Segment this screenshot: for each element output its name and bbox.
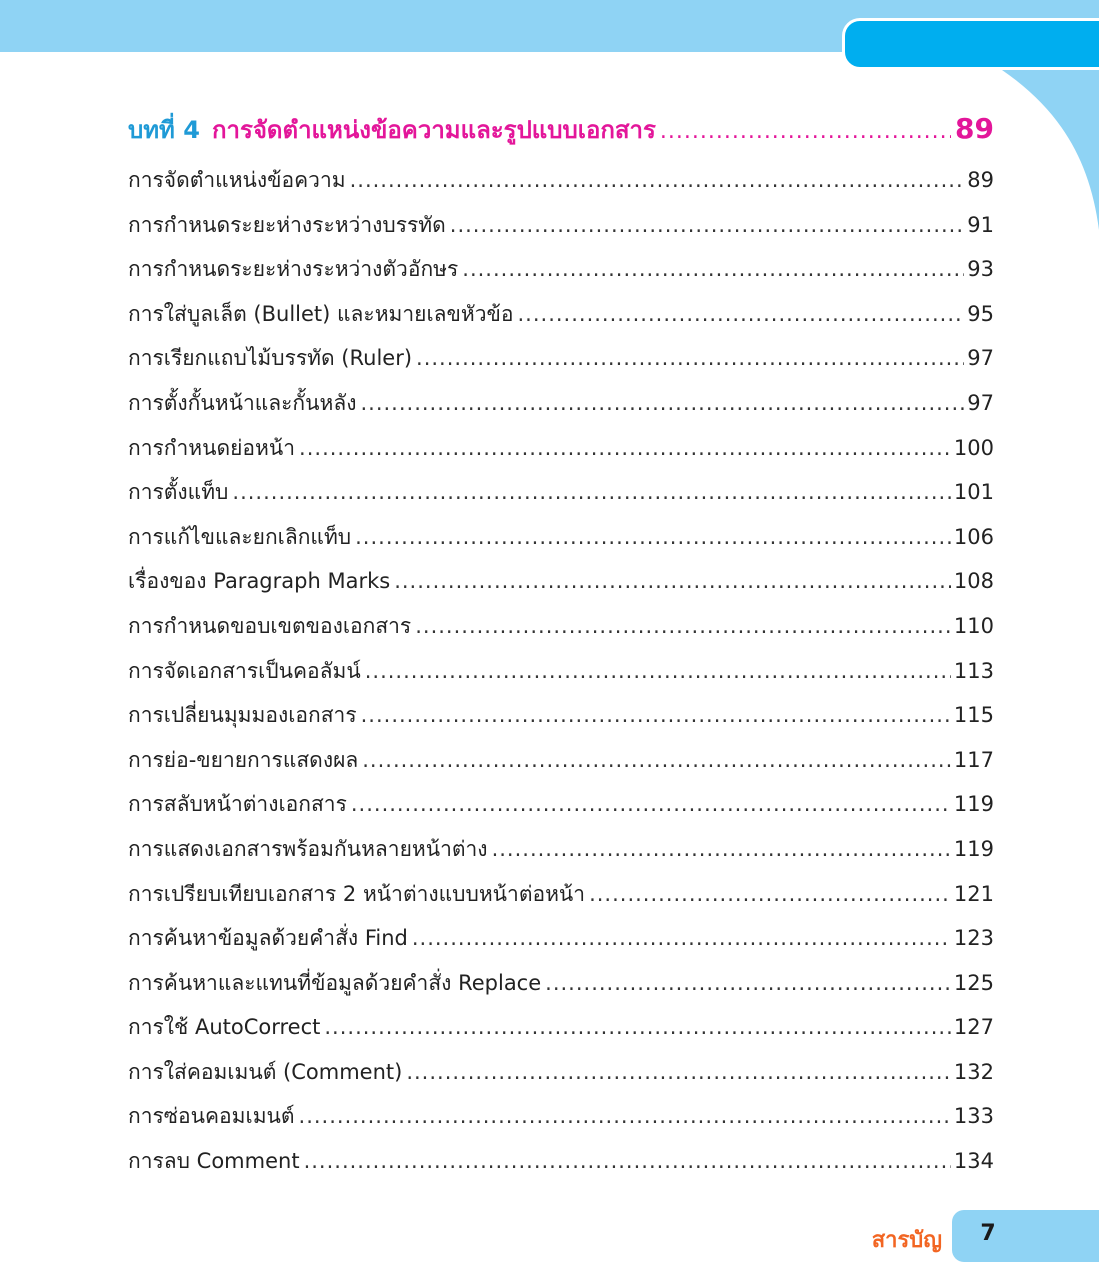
dot-leader (362, 748, 951, 772)
toc-entry-page: 91 (967, 212, 994, 237)
toc-entry[interactable] (128, 1011, 994, 1056)
toc-entry-label: การย่อ-ขยายการแสดงผล (128, 747, 359, 772)
toc-entry[interactable] (128, 387, 994, 432)
toc-entry[interactable] (128, 164, 994, 209)
toc-entry-page: 95 (967, 301, 994, 326)
dot-leader (299, 436, 951, 460)
toc-entry-page: 117 (953, 747, 994, 772)
chapter-page-number: 89 (955, 112, 994, 145)
toc-entry-label: การใช้ AutoCorrect (128, 1015, 321, 1040)
toc-entry-page: 125 (953, 970, 994, 995)
dot-leader (518, 302, 965, 326)
dot-leader (412, 926, 951, 950)
toc-entry[interactable] (128, 699, 994, 744)
toc-entry[interactable] (128, 967, 994, 1012)
footer-section-label: สารบัญ (871, 1228, 942, 1253)
toc-entry-page: 121 (953, 881, 994, 906)
toc-entry-label: เรื่องของ Paragraph Marks (128, 569, 391, 594)
dot-leader (415, 614, 951, 638)
dot-leader (299, 1104, 951, 1128)
toc-entry[interactable] (128, 1100, 994, 1145)
toc-entry-page: 110 (953, 613, 994, 638)
toc-entry-label: การเปรียบเทียบเอกสาร 2 หน้าต่างแบบหน้าต่อหน้า (128, 881, 586, 906)
toc-entry-label: การกำหนดระยะห่างระหว่างตัวอักษร (128, 257, 459, 282)
toc-entry-label: การตั้งแท็บ (128, 480, 229, 505)
toc-entry-page: 113 (953, 658, 994, 683)
toc-entry-page: 106 (953, 524, 994, 549)
toc-entry-page: 97 (967, 390, 994, 415)
toc-entry[interactable] (128, 1056, 994, 1101)
toc-entry-label: การแสดงเอกสารพร้อมกันหลายหน้าต่าง (128, 836, 488, 861)
toc-entry-label: การจัดเอกสารเป็นคอลัมน์ (128, 658, 361, 683)
toc-entry[interactable] (128, 298, 994, 343)
dot-leader (232, 480, 951, 504)
toc-entry[interactable] (128, 432, 994, 477)
toc-entry-page: 119 (953, 792, 994, 817)
dot-leader (406, 1060, 951, 1084)
toc-entry-page: 100 (953, 435, 994, 460)
dot-leader (365, 659, 951, 683)
toc-entry-label: การกำหนดย่อหน้า (128, 435, 296, 460)
toc-entry-page: 132 (953, 1059, 994, 1084)
dot-leader (462, 257, 964, 281)
toc-entry[interactable] (128, 209, 994, 254)
toc-entry-page: 115 (953, 703, 994, 728)
toc-entry-label: การเรียกแถบไม้บรรทัด (Ruler) (128, 346, 413, 371)
chapter-number: บทที่ 4 (128, 116, 200, 144)
dot-leader (450, 213, 964, 237)
toc-entry-page: 119 (953, 836, 994, 861)
toc-entry[interactable] (128, 476, 994, 521)
toc-entry-page: 134 (953, 1149, 994, 1174)
toc-entry-label: การสลับหน้าต่างเอกสาร (128, 792, 347, 817)
toc-entry-page: 93 (967, 257, 994, 282)
table-of-contents (128, 110, 994, 1190)
toc-entry[interactable] (128, 655, 994, 700)
dot-leader (394, 569, 951, 593)
toc-entry[interactable] (128, 610, 994, 655)
toc-entry[interactable] (128, 342, 994, 387)
toc-entry-label: การเปลี่ยนมุมมองเอกสาร (128, 703, 357, 728)
toc-entry[interactable] (128, 878, 994, 923)
dot-leader (361, 703, 951, 727)
toc-entry[interactable] (128, 922, 994, 967)
dot-leader (351, 792, 951, 816)
dot-leader (360, 391, 964, 415)
toc-entry-label: การตั้งกั้นหน้าและกั้นหลัง (128, 390, 357, 415)
toc-entry[interactable] (128, 521, 994, 566)
toc-entry-page: 108 (953, 569, 994, 594)
toc-entry-page: 101 (953, 480, 994, 505)
toc-entry[interactable] (128, 565, 994, 610)
dot-leader (416, 346, 964, 370)
dot-leader (545, 971, 951, 995)
dot-leader (304, 1149, 951, 1173)
toc-entry[interactable] (128, 833, 994, 878)
toc-entry-page: 97 (967, 346, 994, 371)
toc-entry[interactable] (128, 253, 994, 298)
toc-entry-label: การซ่อนคอมเมนต์ (128, 1104, 295, 1129)
dot-leader (660, 119, 951, 144)
toc-entry-page: 89 (967, 168, 994, 192)
footer-page-number: 7 (980, 1221, 996, 1246)
toc-entry-label: การกำหนดระยะห่างระหว่างบรรทัด (128, 212, 446, 237)
toc-entry-label: การใส่คอมเมนต์ (Comment) (128, 1059, 403, 1084)
toc-entry-label: การลบ Comment (128, 1149, 300, 1174)
toc-entry-page: 133 (953, 1104, 994, 1129)
toc-entry-label: การค้นหาและแทนที่ข้อมูลด้วยคำสั่ง Replace (128, 970, 542, 995)
toc-entry[interactable] (128, 1145, 994, 1190)
dot-leader (492, 837, 951, 861)
toc-entry[interactable] (128, 744, 994, 789)
toc-entry-label: การกำหนดขอบเขตของเอกสาร (128, 613, 412, 638)
toc-entry-page: 127 (953, 1015, 994, 1040)
dot-leader (355, 525, 951, 549)
dot-leader (324, 1015, 951, 1039)
toc-entry-label: การค้นหาข้อมูลด้วยคำสั่ง Find (128, 926, 408, 951)
dot-leader (589, 882, 951, 906)
chapter-title: การจัดตำแหน่งข้อความและรูปแบบเอกสาร (211, 116, 656, 144)
toc-entry-label: การใส่บูลเล็ต (Bullet) และหมายเลขหัวข้อ (128, 301, 514, 326)
chapter-heading[interactable] (128, 110, 994, 156)
toc-entry-page: 123 (953, 926, 994, 951)
toc-entry-label: การแก้ไขและยกเลิกแท็บ (128, 524, 352, 549)
toc-entry[interactable] (128, 788, 994, 833)
toc-entry-label: การจัดตำแหน่งข้อความ (128, 168, 346, 192)
header-tab (842, 18, 1099, 70)
dot-leader (350, 168, 965, 192)
